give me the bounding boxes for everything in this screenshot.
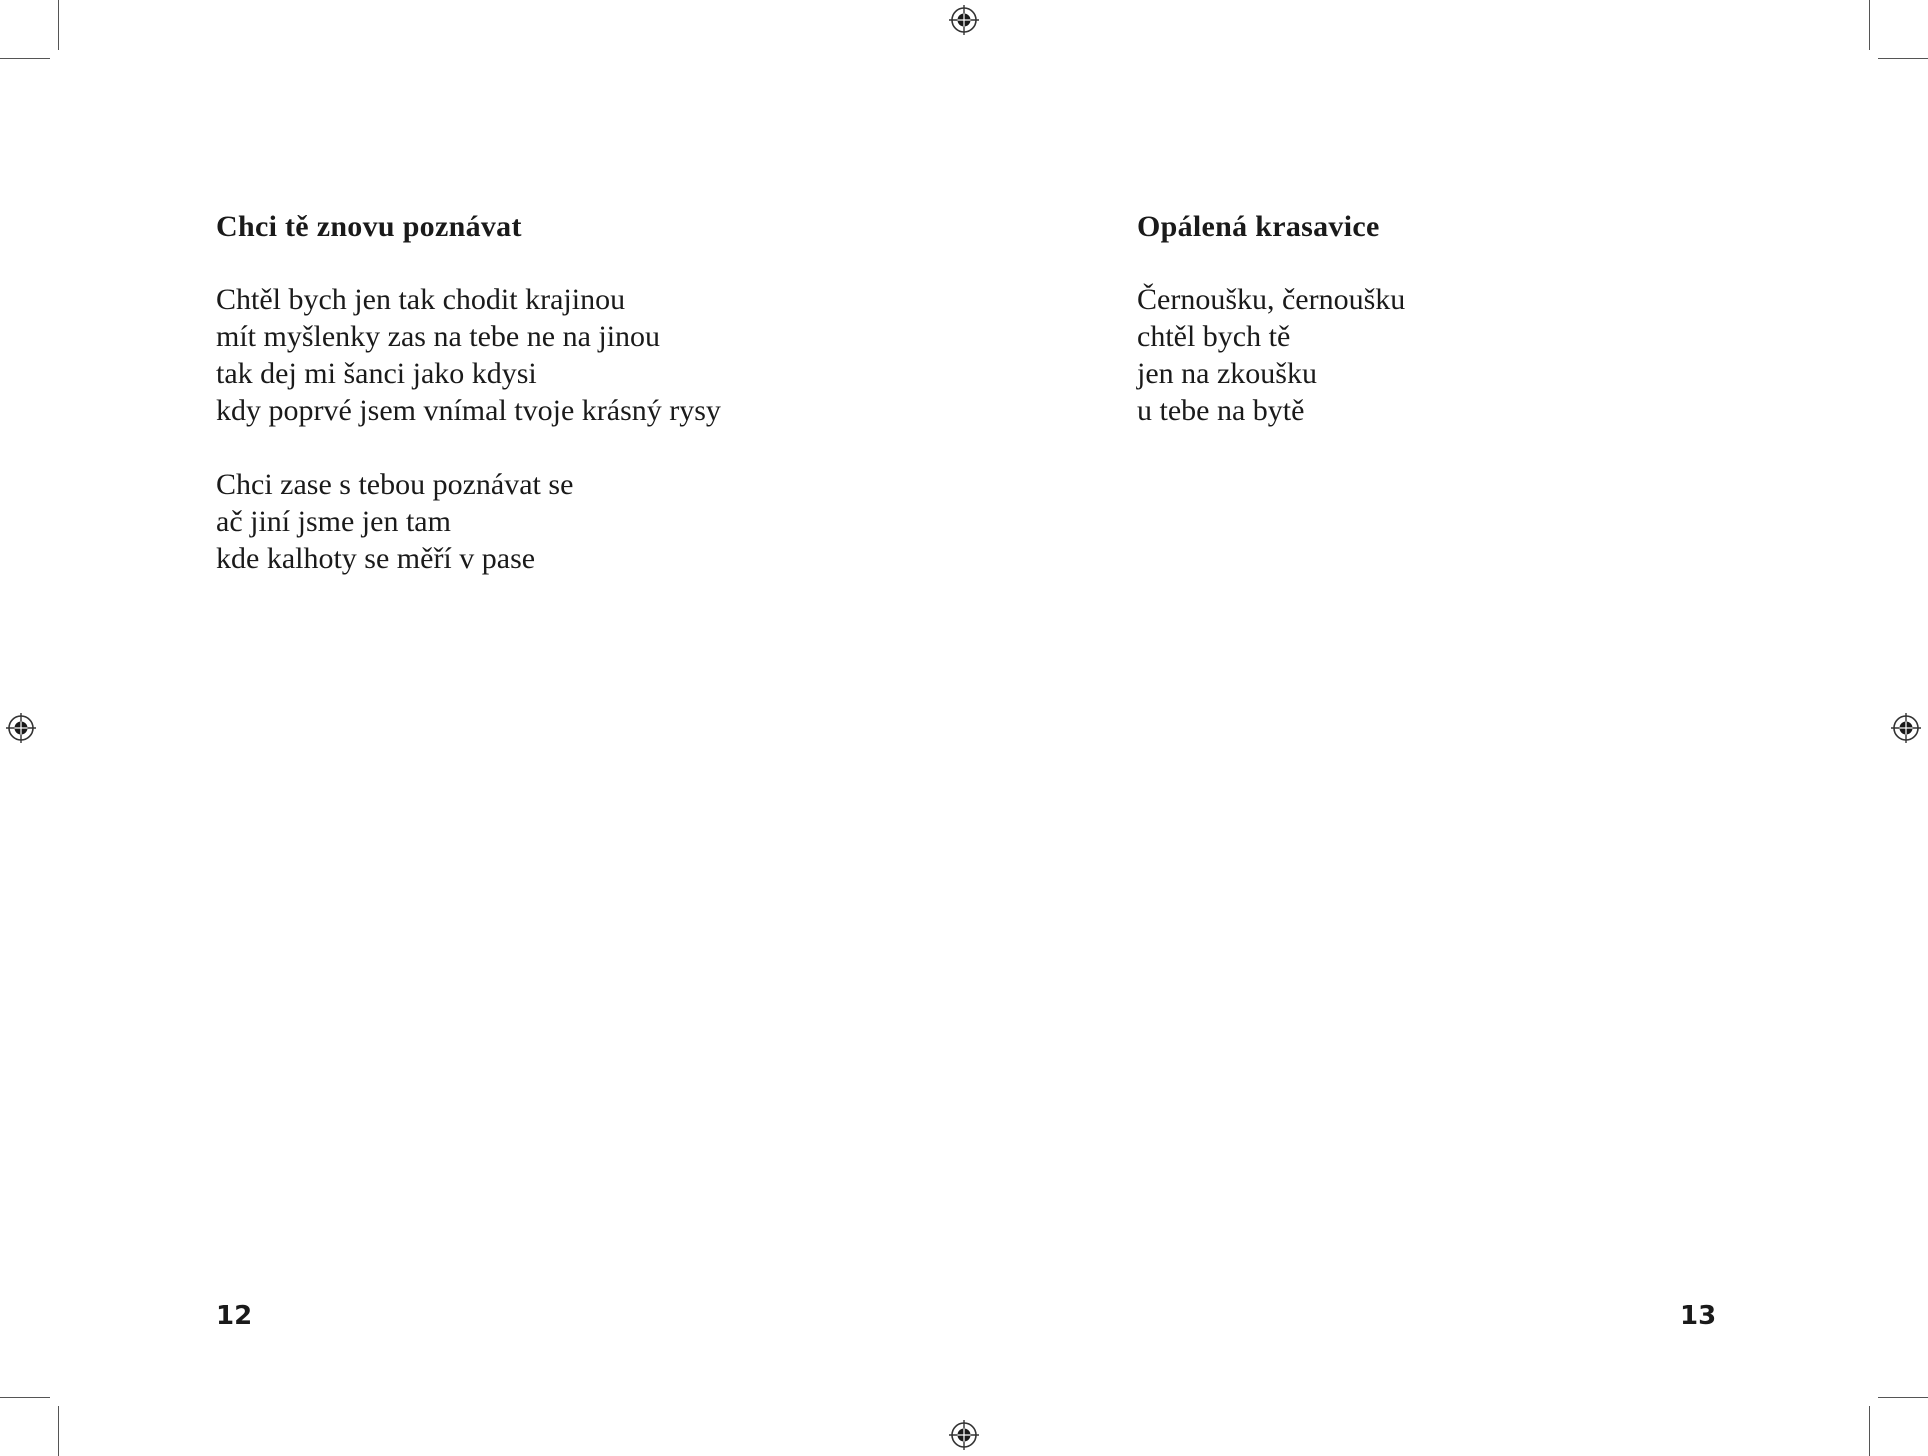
verse-line: kdy poprvé jsem vnímal tvoje krásný rysy xyxy=(216,394,721,427)
verse-line: jen na zkoušku xyxy=(1137,357,1317,390)
page-number: 12 xyxy=(216,1301,253,1331)
verse-line: Chci zase s tebou poznávat se xyxy=(216,468,574,501)
poem xyxy=(216,208,721,614)
page-number: 13 xyxy=(1680,1301,1717,1331)
verse-line: kde kalhoty se měří v pase xyxy=(216,542,536,575)
poem-title: Chci tě znovu poznávat xyxy=(216,210,522,243)
verse-line: Černoušku, černoušku xyxy=(1137,283,1406,316)
stanza xyxy=(1137,281,1405,429)
right-page xyxy=(964,0,1928,1456)
verse-line: mít myšlenky zas na tebe ne na jinou xyxy=(216,320,661,353)
poem xyxy=(1137,208,1405,466)
poem-title: Opálená krasavice xyxy=(1137,210,1380,243)
verse-line: u tebe na bytě xyxy=(1137,394,1305,427)
verse-line: ač jiní jsme jen tam xyxy=(216,505,451,538)
verse-line: Chtěl bych jen tak chodit krajinou xyxy=(216,283,626,316)
verse-line: chtěl bych tě xyxy=(1137,320,1291,353)
stanza xyxy=(216,281,721,429)
verse-line: tak dej mi šanci jako kdysi xyxy=(216,357,537,390)
stanza xyxy=(216,466,721,577)
